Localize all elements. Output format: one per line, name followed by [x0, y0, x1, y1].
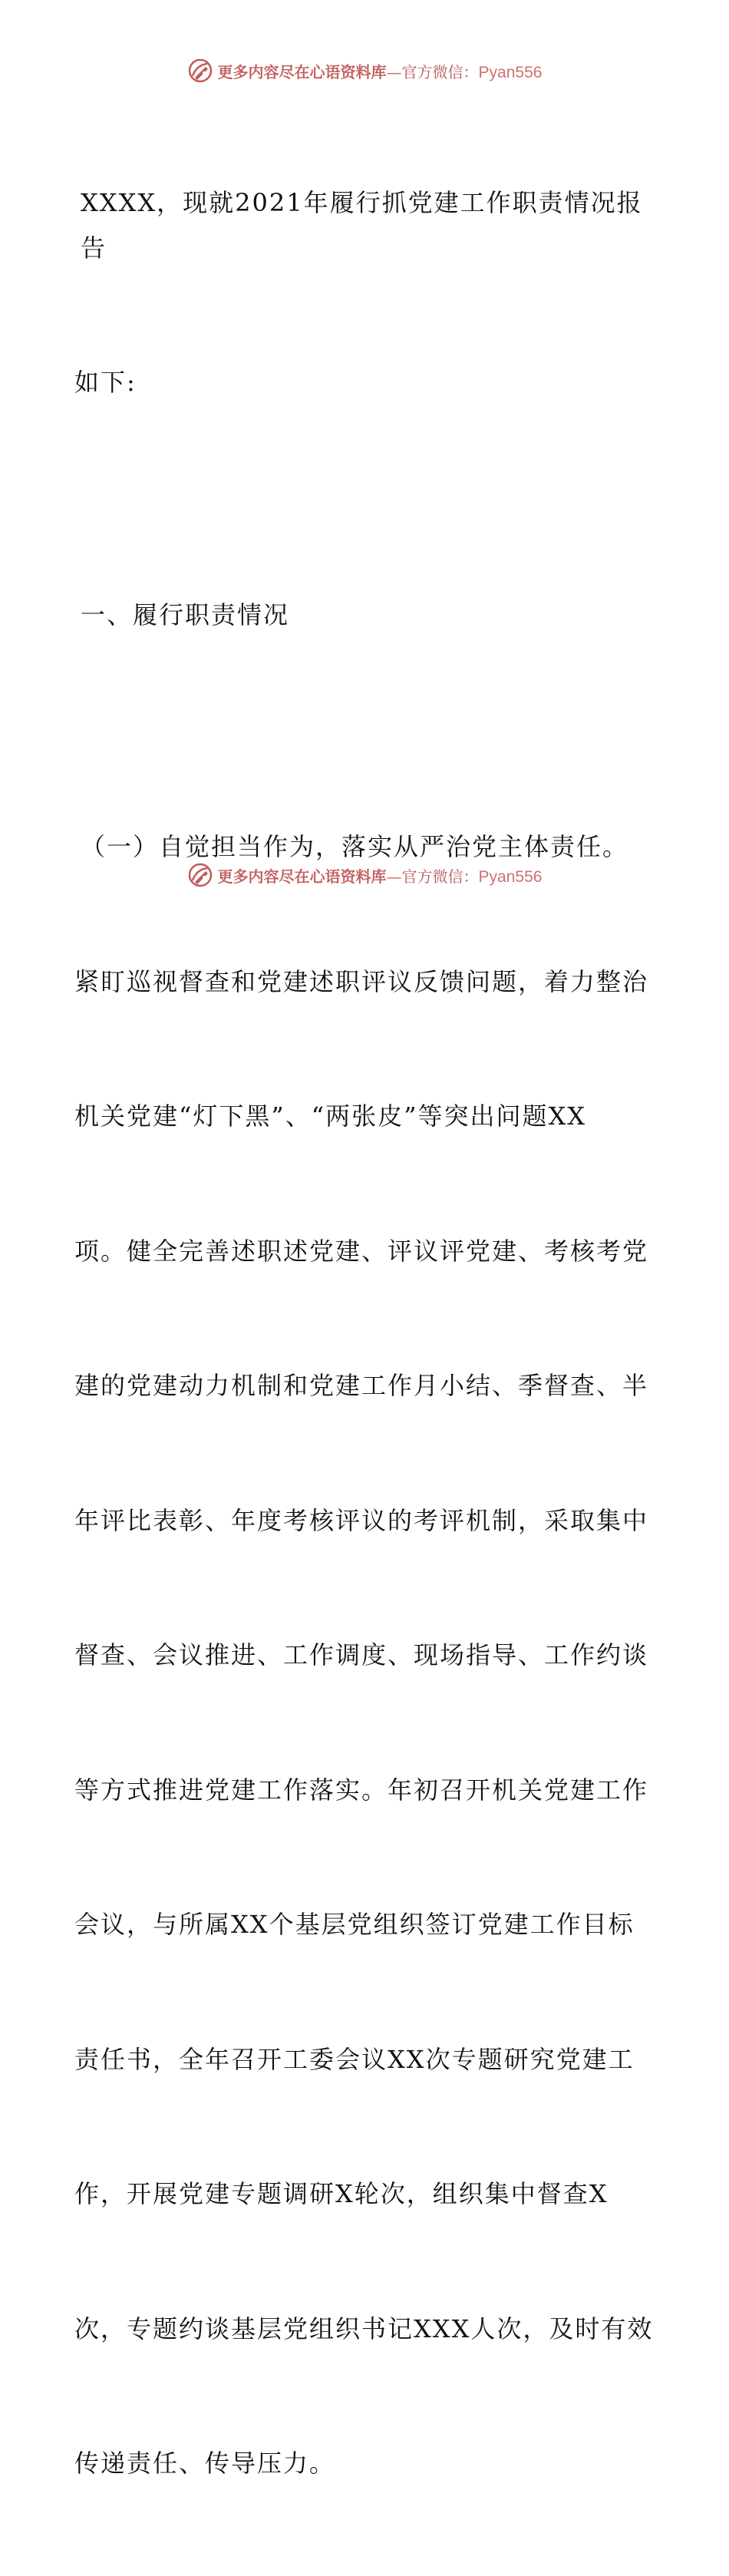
- intro-paragraph: [74, 91, 658, 495]
- watermark-wechat-label: 官方微信：: [401, 867, 479, 886]
- body-line: （一）自觉担当作为，落实从严治党主体责任。: [81, 832, 629, 861]
- body-line: 会议，与所属XX个基层党组织签订党建工作目标: [74, 1910, 635, 1939]
- section-heading-text: 一、履行职责情况: [81, 599, 290, 629]
- watermark-wechat-id: Pyan556: [478, 63, 543, 81]
- body-line: 督查、会议推进、工作调度、现场指导、工作约谈: [74, 1640, 649, 1669]
- watermark-text: [218, 60, 543, 82]
- pen-logo-icon: [187, 58, 213, 84]
- section-1-paragraph: [74, 735, 658, 2576]
- body-line: 紧盯巡视督查和党建述职评议反馈问题，着力整治: [74, 966, 649, 996]
- watermark-text: [218, 864, 543, 887]
- watermark-footer: [0, 860, 729, 890]
- watermark-dash: —: [386, 62, 402, 81]
- body-line: 次，专题约谈基层党组织书记XXX人次，及时有效: [74, 2313, 654, 2343]
- body-line: 传递责任、传导压力。: [74, 2449, 336, 2478]
- document-body: [74, 91, 658, 2576]
- watermark-site-name: 更多内容尽在心语资料库: [217, 62, 387, 81]
- intro-line-2: 如下:: [74, 368, 137, 397]
- pen-logo-icon: [187, 862, 213, 888]
- watermark-header: [0, 55, 729, 86]
- watermark-site-name: 更多内容尽在心语资料库: [217, 867, 387, 886]
- section-heading: [74, 503, 658, 728]
- watermark-wechat-label: 官方微信：: [401, 62, 479, 81]
- intro-line-1: XXXX，现就2021年履行抓党建工作职责情况报告: [81, 188, 643, 263]
- body-line: 作，开展党建专题调研X轮次，组织集中督查X: [74, 2179, 609, 2208]
- watermark-dash: —: [386, 867, 402, 886]
- body-line: 责任书，全年召开工委会议XX次专题研究党建工: [74, 2044, 635, 2074]
- body-line: 等方式推进党建工作落实。年初召开机关党建工作: [74, 1775, 649, 1805]
- watermark-wechat-id: Pyan556: [478, 867, 543, 886]
- body-line: 建的党建动力机制和党建工作月小结、季督查、半: [74, 1371, 649, 1400]
- body-line: 年评比表彰、年度考核评议的考评机制，采取集中: [74, 1505, 649, 1535]
- body-line: 机关党建“灯下黑”、“两张皮”等突出问题XX: [74, 1101, 587, 1131]
- body-line: 项。健全完善述职述党建、评议评党建、考核考党: [74, 1236, 649, 1266]
